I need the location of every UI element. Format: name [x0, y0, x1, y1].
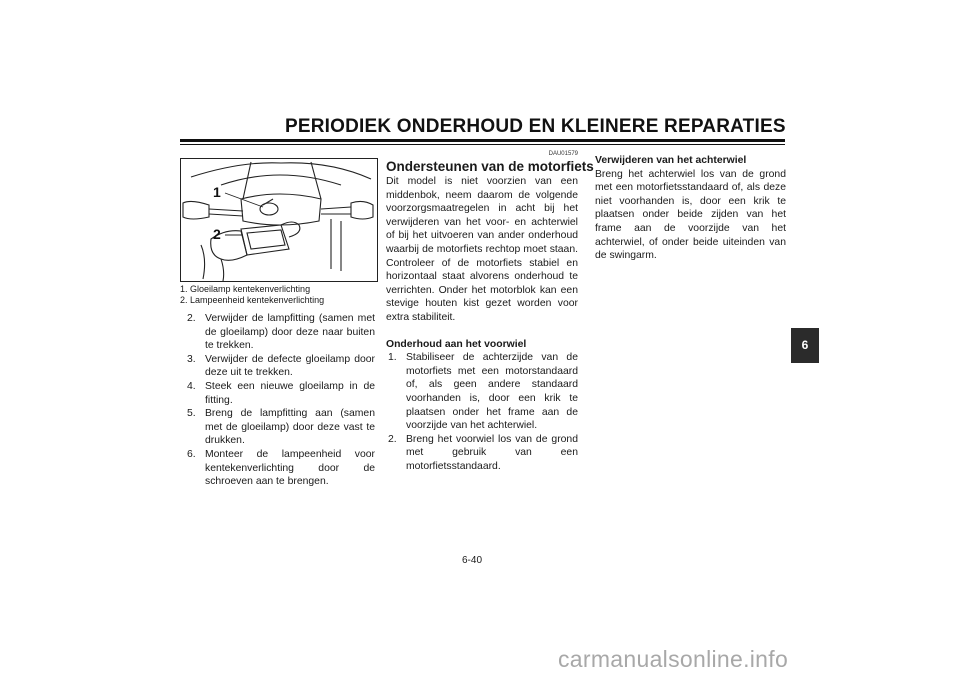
step-number: 1. — [388, 352, 397, 364]
step-text: Breng het voorwiel los van de grond met gebruik van een motorfietsstandaard. — [406, 433, 578, 472]
list-item — [187, 353, 375, 380]
license-light-figure — [180, 158, 378, 282]
step-text: Breng de lampfitting aan (samen met de gloeilamp) door deze vast te drukken. — [205, 408, 375, 447]
section-intro: Dit model is niet voorzien van een middenbok, neem daarom de volgende voorzorgsmaatregelen in acht bij het verwijderen van het voor- en achterwiel of bij het uitvoeren van ander onderhoud waarbij de motorfiets rechtop moet staan. Controleer of de motorfiets stabiel en horizontaal staat alvorens onderhoud te verrichten. Onder het motorblok kan een stevige houten kist gezet worden voor extra stabiliteit. — [386, 176, 578, 323]
step-number: 2. — [187, 313, 196, 324]
step-number: 3. — [187, 353, 196, 365]
step-number: 6. — [187, 448, 196, 460]
step-number: 5. — [187, 408, 196, 420]
list-item — [388, 433, 578, 474]
callout-1: 1 — [213, 184, 221, 200]
step-number: 4. — [187, 380, 196, 392]
list-item — [187, 380, 375, 407]
section-code: DAU01579 — [548, 151, 578, 157]
header-rule — [180, 139, 785, 142]
step-number: 2. — [388, 433, 397, 445]
list-item — [187, 448, 375, 489]
caption-line: 2. Lampeenheid kentekenverlichting — [180, 295, 325, 305]
rear-wheel-heading: Verwijderen van het achterwiel — [595, 155, 747, 166]
front-step-list — [388, 351, 578, 473]
license-light-illustration — [181, 159, 377, 281]
caption-line: 1. Gloeilamp kentekenverlichting — [180, 284, 311, 294]
figure-caption — [180, 284, 380, 306]
watermark: carmanualsonline.info — [558, 646, 789, 672]
header-rule-thin — [180, 144, 785, 145]
left-step-list — [187, 312, 375, 489]
step-text: Verwijder de defecte gloeilamp door deze uit te trekken. — [205, 353, 375, 379]
step-text: Stabiliseer de achterzijde van de motorfiets met een motorstandaard of, als geen andere standaard voorhanden is, door een krik te plaatsen onder het frame aan de voorzijde van het achterwiel. — [406, 352, 578, 432]
front-wheel-heading: Onderhoud aan het voorwiel — [386, 338, 527, 350]
step-text: Steek een nieuwe gloeilamp in de fitting. — [205, 380, 375, 406]
step-text: Verwijder de lampfitting (samen met de gloeilamp) door deze naar buiten te trekken. — [205, 313, 375, 352]
list-item — [187, 407, 375, 448]
page-number: 6-40 — [462, 555, 483, 566]
rear-wheel-section — [595, 154, 786, 263]
section-heading: Ondersteunen van de motorfiets — [386, 159, 594, 174]
support-section — [386, 150, 594, 473]
list-item — [187, 312, 375, 353]
chapter-tab: 6 — [791, 328, 819, 363]
callout-2: 2 — [213, 226, 221, 242]
rear-wheel-text: Breng het achterwiel los van de grond met een motorfietsstandaard of, als deze niet voorhanden is, door een krik te plaatsen onder beide zijden van het frame aan de voorzijde van het achterwiel, of onder beide uiteinden van de swingarm. — [595, 168, 786, 262]
page-header-title: PERIODIEK ONDERHOUD EN KLEINERE REPARATIES — [285, 116, 786, 137]
step-text: Monteer de lampeenheid voor kentekenverlichting door de schroeven aan te brengen. — [205, 448, 375, 488]
list-item — [388, 351, 578, 433]
